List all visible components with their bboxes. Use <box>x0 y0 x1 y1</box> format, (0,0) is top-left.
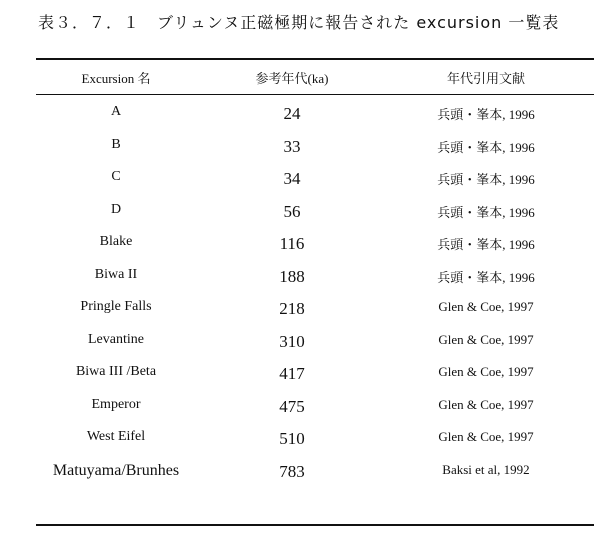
reference-age: 34 <box>283 169 301 188</box>
excursion-name: Biwa III /Beta <box>75 364 157 379</box>
excursion-name: Blake <box>99 234 133 249</box>
excursion-name: West Eifel <box>86 429 146 444</box>
header-excursion-name: Excursion 名 <box>81 71 151 86</box>
age-source: Glen & Coe, 1997 <box>438 299 534 314</box>
table-top-rule <box>36 58 594 60</box>
excursion-name: A <box>110 104 122 119</box>
header-age-source: 年代引用文献 <box>446 71 525 86</box>
age-source: Glen & Coe, 1997 <box>438 429 534 444</box>
table-row <box>36 391 594 424</box>
age-source: Baksi et al, 1992 <box>442 461 530 477</box>
age-source: Glen & Coe, 1997 <box>438 364 534 379</box>
excursion-name: B <box>111 136 121 152</box>
reference-age: 310 <box>279 331 305 351</box>
reference-age: 116 <box>279 234 305 253</box>
table-header <box>36 62 594 92</box>
reference-age: 417 <box>279 364 305 383</box>
reference-age: 475 <box>279 396 305 416</box>
reference-age: 24 <box>283 104 301 123</box>
reference-age: 783 <box>279 461 305 481</box>
table-body <box>36 98 594 488</box>
table-row <box>36 98 594 131</box>
table-bottom-rule <box>36 524 594 526</box>
reference-age: 56 <box>283 201 301 221</box>
table-row <box>36 358 594 391</box>
excursion-name: D <box>110 201 122 217</box>
table-row <box>36 228 594 261</box>
table-header-rule <box>36 94 594 95</box>
table-row <box>36 326 594 359</box>
reference-age: 510 <box>279 429 305 448</box>
table-row <box>36 456 594 489</box>
age-source: 兵頭・峯本, 1996 <box>437 269 535 285</box>
excursion-name: Biwa II <box>94 266 138 282</box>
age-source: 兵頭・峯本, 1996 <box>437 107 535 122</box>
age-source: 兵頭・峯本, 1996 <box>437 172 535 187</box>
excursion-name: Emperor <box>91 396 141 412</box>
excursion-name: Levantine <box>88 331 144 347</box>
age-source: 兵頭・峯本, 1996 <box>437 139 535 155</box>
reference-age: 33 <box>283 136 301 156</box>
age-source: 兵頭・峯本, 1996 <box>437 204 535 220</box>
table-row <box>36 261 594 294</box>
table-caption: 表３．７．１ ブリュンヌ正磁極期に報告された excursion 一覧表 <box>38 13 560 32</box>
excursion-name: C <box>111 169 121 184</box>
reference-age: 188 <box>279 266 305 286</box>
age-source: Glen & Coe, 1997 <box>438 331 534 347</box>
reference-age: 218 <box>279 299 305 318</box>
table-row <box>36 131 594 164</box>
table-row <box>36 293 594 326</box>
header-reference-age: 参考年代(ka) <box>255 71 329 86</box>
age-source: 兵頭・峯本, 1996 <box>437 237 535 252</box>
excursion-name: Matuyama/Brunhes <box>52 461 180 479</box>
table-row <box>36 423 594 456</box>
excursion-name: Pringle Falls <box>80 299 152 314</box>
table-row <box>36 196 594 229</box>
table-row <box>36 163 594 196</box>
age-source: Glen & Coe, 1997 <box>438 396 534 412</box>
